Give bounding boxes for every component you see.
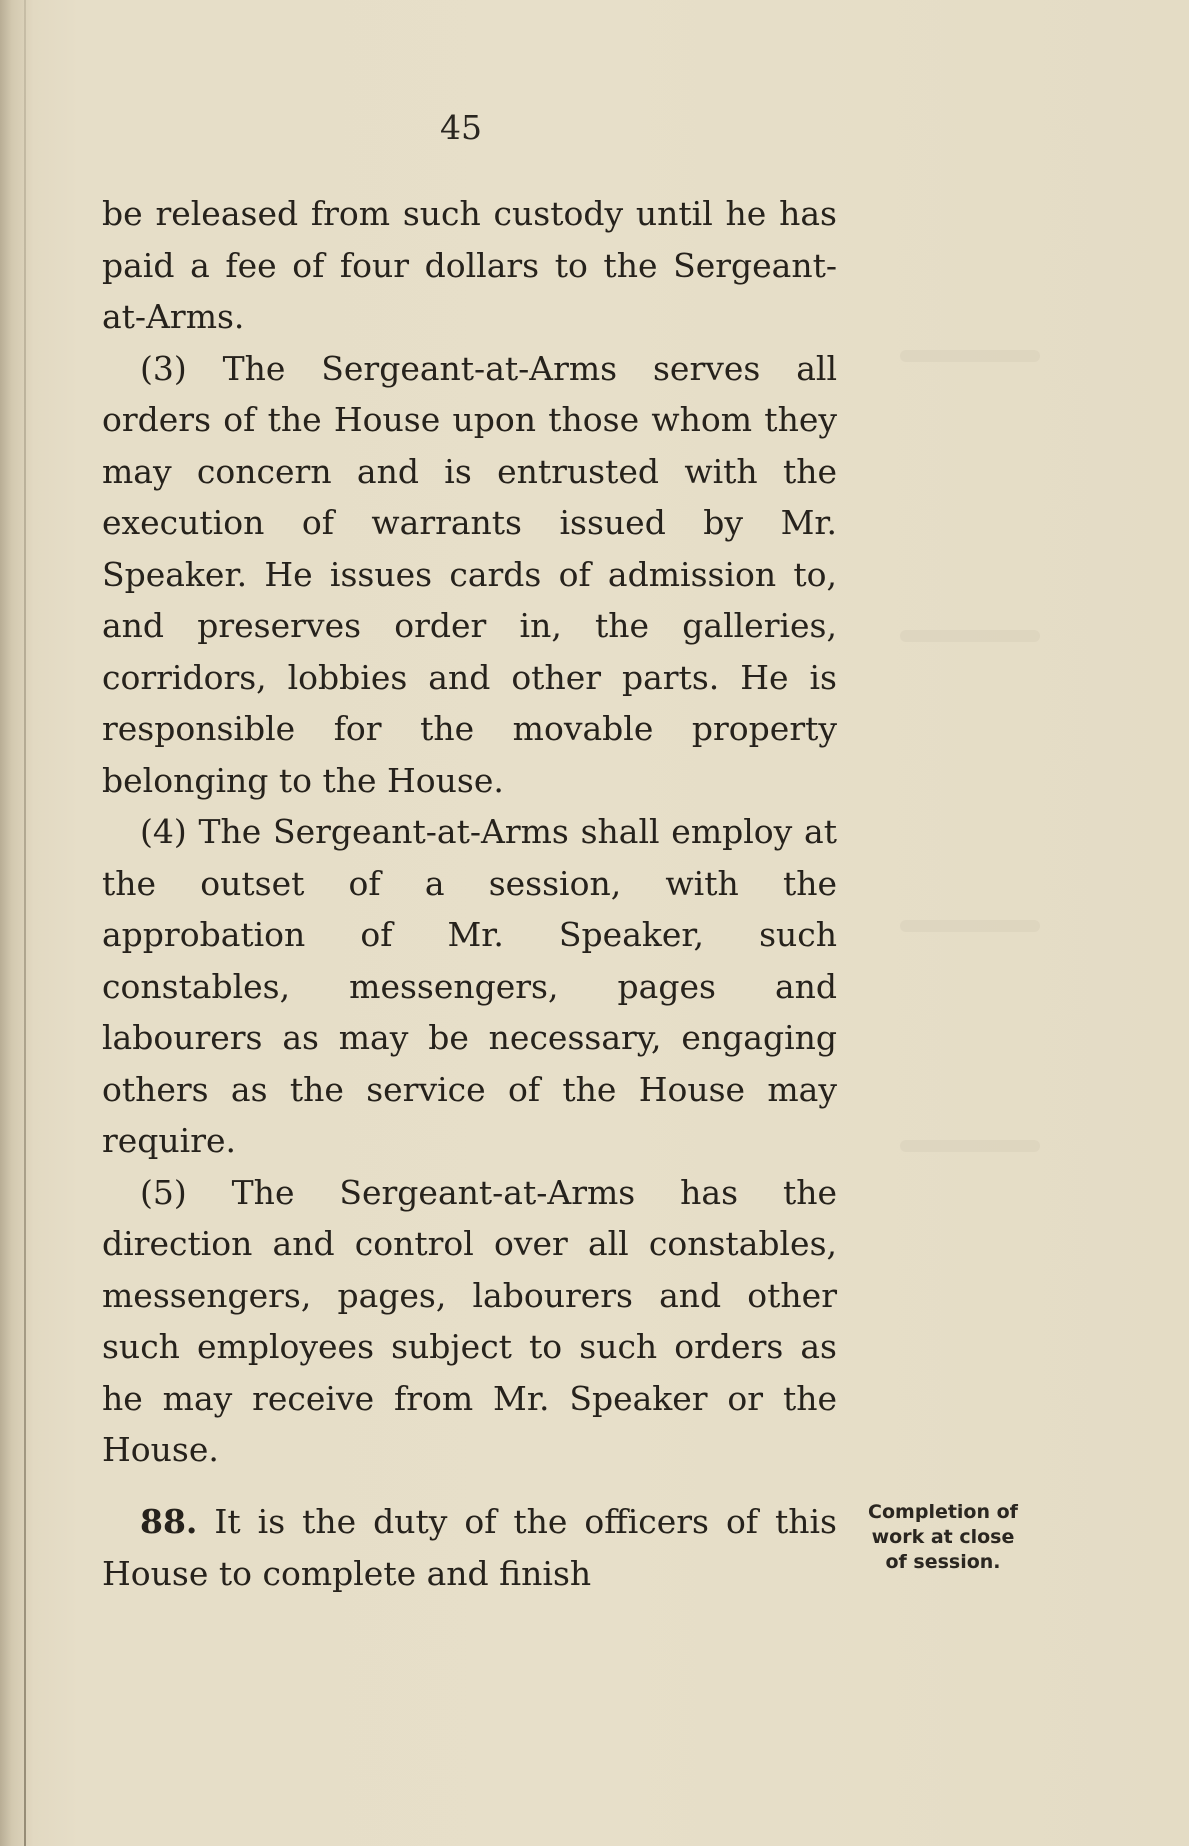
section-text: It is the duty of the officers of this House to complete and finish xyxy=(102,1502,837,1593)
page-number: 45 xyxy=(440,108,482,147)
section-88-paragraph xyxy=(102,1496,837,1599)
section-number: 88. xyxy=(140,1502,198,1541)
binding-gutter xyxy=(24,0,26,1846)
marginal-note-line: Completion of xyxy=(868,1501,1018,1523)
paragraph-subsection-5: (5) The Sergeant-at-Arms has the direction and control over all constables, messengers, pages, labourers and other such employees subject to such orders as he may receive from Mr. Speaker or the House. xyxy=(102,1172,837,1469)
show-through-mark xyxy=(900,630,1040,642)
show-through-mark xyxy=(900,1140,1040,1152)
marginal-note-line: work at close xyxy=(871,1526,1015,1548)
paragraph-subsection-4: (4) The Sergeant-at-Arms shall employ at the outset of a session, with the approbation of Mr. Speaker, such constables, messengers, pages and labourers as may be necessary, engaging others as the service of the House may require. xyxy=(102,812,837,1160)
paragraph-continuation: be released from such custody until he has paid a fee of four dollars to the Sergeant-at-Arms. xyxy=(102,194,837,336)
show-through-mark xyxy=(900,350,1040,362)
marginal-note xyxy=(853,1500,1033,1575)
paragraph-subsection-3: (3) The Sergeant-at-Arms serves all orders of the House upon those whom they may concern and is entrusted with the execution of warrants issued by Mr. Speaker. He issues cards of admission to, and preserves order in, the galleries, corridors, lobbies and other parts. He is responsible for the movable property belonging to the House. xyxy=(102,348,837,800)
show-through-mark xyxy=(900,920,1040,932)
marginal-note-line: of session. xyxy=(885,1551,1001,1573)
body-text xyxy=(102,188,837,1476)
